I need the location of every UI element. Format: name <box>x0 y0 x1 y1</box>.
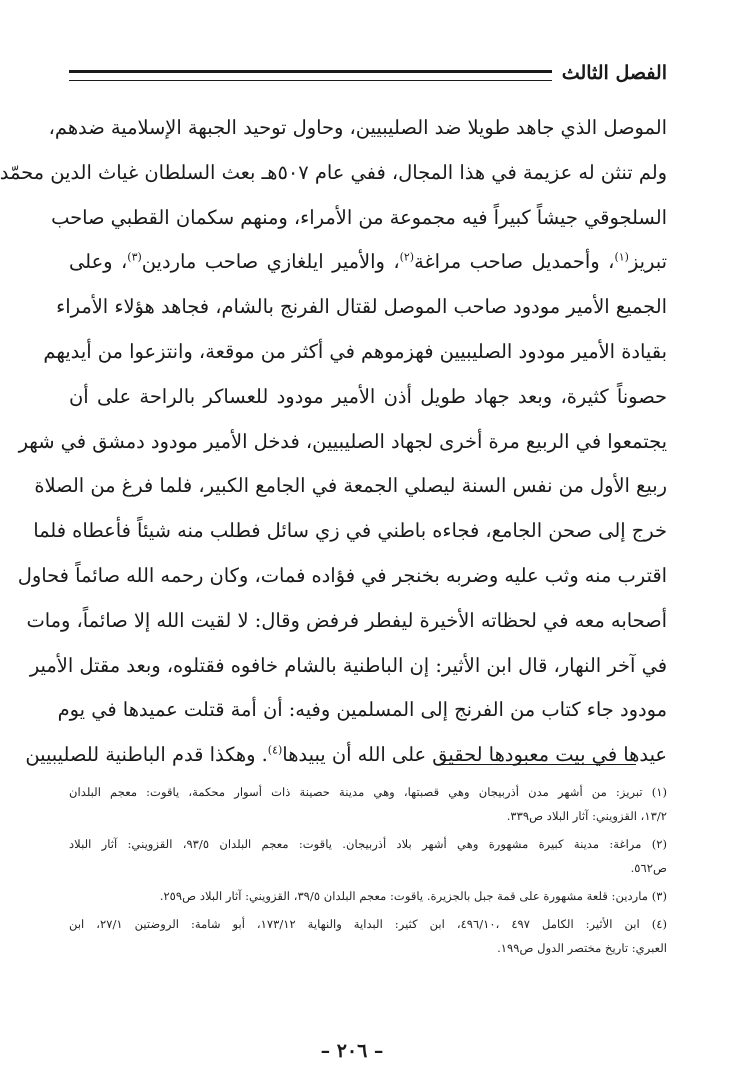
text-line: يجتمعوا في الربيع مرة أخرى لجهاد الصليبيين، فدخل الأمير مودود دمشق في شهر <box>18 429 667 453</box>
text-fragment: تبريز <box>628 250 667 274</box>
footnote-2 <box>69 832 667 880</box>
separator-comma: ، <box>599 250 615 274</box>
footnote-ref-3[interactable]: (٣) <box>127 250 142 264</box>
text-line: أصحابه معه في لحظاته الأخيرة ليفطر فرفض وقال: لا لقيت الله إلا صائماً، ومات <box>26 608 667 632</box>
text-fragment: عيدها في بيت معبودها لحقيق على الله أن يبيدها <box>282 743 667 767</box>
text-line: في آخر النهار، قال ابن الأثير: إن الباطنية بالشام خافوه فقتلوه، وبعد مقتل الأمير <box>29 653 667 677</box>
text-line: الموصل الذي جاهد طويلا ضد الصليبيين، وحاول توحيد الجبهة الإسلامية ضدهم، <box>48 116 667 139</box>
text-line: حصوناً كثيرة، وبعد جهاد طويل أذن الأمير مودود للعساكر بالراحة على أن <box>69 384 667 408</box>
footnotes <box>69 780 667 964</box>
footnote-line: (٤) ابن الأثير: الكامل ٤٩٧ ،٤٩٦/١٠، ابن كثير: البداية والنهاية ١٧٣/١٢، أبو شامة: الروضتين ٢٧/١، ابن <box>69 917 667 931</box>
text-fragment: وأحمديل صاحب مراغة <box>414 250 600 274</box>
footnote-line: (١) تبريز: من أشهر مدن أذربيجان وهي قصبتها، وهي مدينة حصينة ذات أسوار محكمة، ياقوت: معجم البلدان <box>69 785 667 799</box>
footnote-separator <box>440 764 636 765</box>
footnote-ref-4[interactable]: (٤) <box>267 743 283 757</box>
text-line-with-ref <box>25 733 667 778</box>
page-number: – ٢٠٦ – <box>320 1040 384 1062</box>
footnote-line: ١٣/٢، القزويني: آثار البلاد ص٣٣٩. <box>506 809 667 823</box>
text-fragment: ، والأمير ايلغازي صاحب ماردين <box>141 250 400 274</box>
text-line: ولم تنثن له عزيمة في هذا المجال، ففي عام ٥٠٧هـ بعث السلطان غياث الدين محمّد <box>0 160 667 184</box>
footnote-3 <box>69 884 667 908</box>
footnote-line: ص٥٦٢. <box>630 861 667 875</box>
footnote-line: (٢) مراغة: مدينة كبيرة مشهورة وهي أشهر بلاد أذربيجان. ياقوت: معجم البلدان ٩٣/٥، القزويني: آثار البلاد <box>69 837 667 851</box>
text-fragment: ، وعلى <box>69 250 128 274</box>
footnote-line: (٣) ماردين: قلعة مشهورة على قمة جبل بالجزيرة. ياقوت: معجم البلدان ٣٩/٥، القزويني: آثار البلاد ص٢٥٩. <box>159 889 667 903</box>
chapter-title: الفصل الثالث <box>561 62 667 84</box>
footnote-ref-1[interactable]: (١) <box>614 250 629 264</box>
text-line: خرج إلى صحن الجامع، فجاءه باطني في زي سائل فطلب منه شيئاً فأعطاه فلما <box>33 519 667 543</box>
footnote-line: العبري: تاريخ مختصر الدول ص١٩٩. <box>497 941 667 955</box>
text-line: اقترب منه وثب عليه وضربه بخنجر في فؤاده فمات، وكان رحمه الله صائماً فحاول <box>17 563 667 587</box>
text-fragment: . وهكذا قدم الباطنية للصليبيين <box>25 743 268 767</box>
footnote-1 <box>69 780 667 828</box>
text-line: ربيع الأول من نفس السنة ليصلي الجمعة في الجامع الكبير، فلما فرغ من الصلاة <box>34 474 667 498</box>
header-double-rule <box>69 70 552 81</box>
text-line: السلجوقي جيشاً كبيراً فيه مجموعة من الأمراء، ومنهم سكمان القطبي صاحب <box>51 205 667 229</box>
main-text <box>0 106 667 778</box>
footnote-ref-2[interactable]: (٢) <box>399 250 415 264</box>
footnote-4 <box>69 912 667 960</box>
text-line: الجميع الأمير مودود صاحب الموصل لقتال الفرنج بالشام، فجاهد هؤلاء الأمراء <box>56 295 667 319</box>
running-header <box>69 58 667 88</box>
text-line: مودود جاء كتاب من الفرنج إلى المسلمين وفيه: أن أمة قتلت عميدها في يوم <box>57 698 667 722</box>
text-line-with-refs <box>69 240 667 285</box>
text-line: بقيادة الأمير مودود الصليبيين فهزموهم في أكثر من موقعة، وانتزعوا من أيديهم <box>43 339 667 363</box>
